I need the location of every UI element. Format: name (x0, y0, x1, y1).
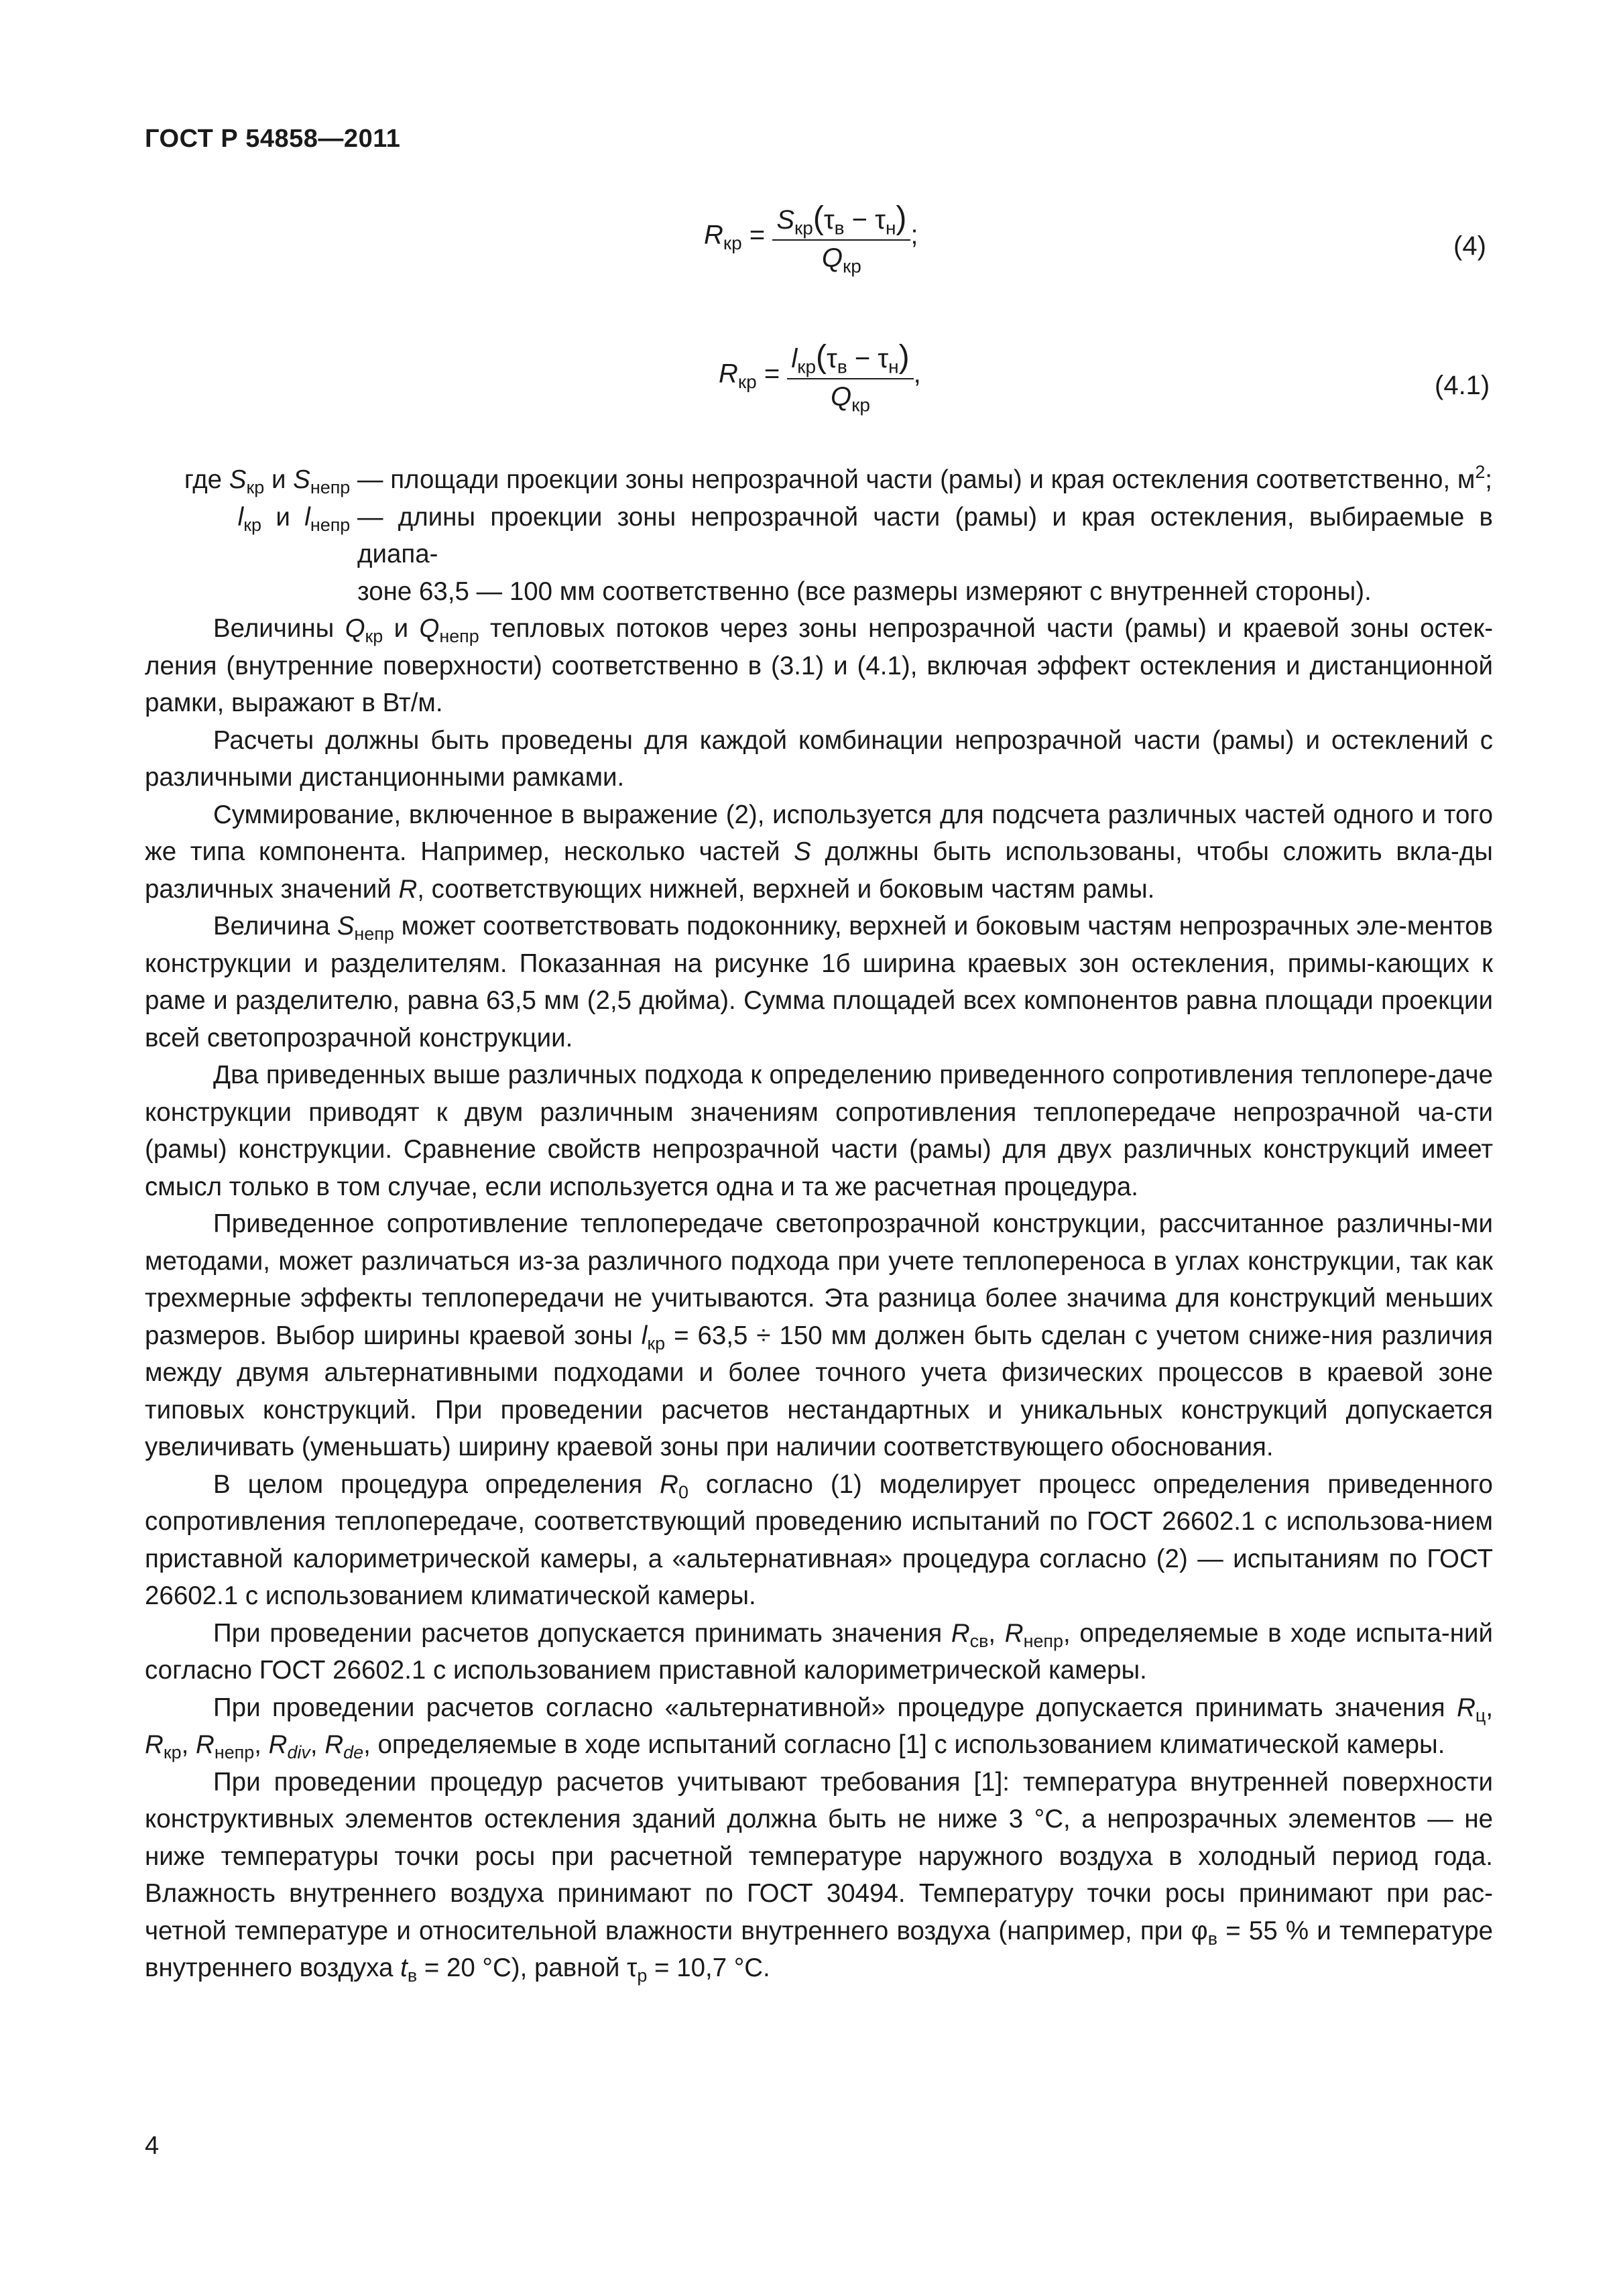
equation-4-1-fraction: $\frac{l_{кр}(\tau_в - \tau_н)}{Q_{кр}}$ (787, 339, 913, 412)
page-number: 4 (145, 2132, 160, 2160)
paragraph-7: В целом процедура определения $R_0$ согласно (1) моделирует процесс определения приведенного сопротивления теплопередаче, соответствующий проведению испытаний по ГОСТ 26602.1 с использова-нием приставной калориметрической камеры, а «альтернативная» процедура согласно (2) — испытаниям по ГОСТ 26602.1 с использованием климатической камеры. (145, 1469, 1493, 1610)
paragraph-9: При проведении расчетов согласно «альтернативной» процедуре допускается принимать значения $R_ц$, $R_{кр}$, $R_{непр}$, $R_{div}$, $R_{de}$, определяемые в ходе испытаний согласно [1] с использованием климатической камеры. (145, 1693, 1494, 1763)
paragraph-5: Два приведенных выше различных подхода к определению приведенного сопротивления теплопере-даче конструкции приводят к двум различным значениям сопротивления теплопередаче непрозрачной ча-сти (рамы) конструкции. Сравнение свойств непрозрачной части (рамы) для двух различных конструкций имеет смысл только в том случае, если используется одна и та же расчетная процедура. (145, 1061, 1493, 1201)
equation-4-1-lhs: R (719, 359, 738, 389)
paragraph-8: При проведении расчетов допускается принимать значения $R_{св}$, $R_{непр}$, определяемые в ходе испыта-ний согласно ГОСТ 26602.1 с использованием приставной калориметрической камеры. (145, 1618, 1494, 1685)
equation-4: $R_{кр}$ = $\frac{S_{кр}(\tau_в - \tau_н)}{Q_{кр}}$ ; (704, 200, 918, 277)
paragraph-4: Величина $S_{непр}$ может соответствовать подоконнику, верхней и боковым частям непрозрачных эле-ментов конструкции и разделителям. Показанная на рисунке 1б ширина краевых зон остекления, примы-кающих к раме и разделителю, равна 63,5 мм (2,5 дюйма). Сумма площадей всех компонентов равна площади проекции всей светопрозрачной конструкции. (145, 912, 1493, 1052)
paragraph-1: Величины $Q_{кр}$ и $Q_{непр}$ тепловых потоков через зоны непрозрачной части (рамы) и краевой зоны остек-ления (внутренние поверхности) соответственно в (3.1) и (4.1), включая эффект остекления и дистанционной рамки, выражают в Вт/м. (145, 614, 1494, 717)
equation-4-1-number: (4.1) (1435, 371, 1490, 400)
equation-4-1: $R_{кр}$ = $\frac{l_{кр}(\tau_в - \tau_н)}{Q_{кр}}$ , (719, 339, 921, 416)
paragraph-2: Расчеты должны быть проведены для каждой комбинации непрозрачной части (рамы) и остеклений с различными дистанционными рамками. (145, 725, 1493, 792)
body-text (145, 461, 1493, 1987)
paragraph-10: При проведении процедур расчетов учитывают требования [1]: температура внутренней поверхности конструктивных элементов остекления зданий должна быть не ниже 3 °С, а непрозрачных элементов — не ниже температуры точки росы при расчетной температуре наружного воздуха в холодный период года. Влажность внутреннего воздуха принимают по ГОСТ 30494. Температуру точки росы принимают при рас-четной температуре и относительной влажности внутреннего воздуха (например, при $\varphi_в = 55$ % и температуре внутреннего воздуха $t_в = 20$ °С), равной $\tau_р = 10,7$ °С. (145, 1767, 1494, 1986)
equation-4-fraction: $\frac{S_{кр}(\tau_в - \tau_н)}{Q_{кр}}$ (772, 200, 910, 274)
document-header: ГОСТ Р 54858—2011 (145, 125, 401, 153)
equation-4-number: (4) (1453, 231, 1486, 261)
equation-4-lhs: R (704, 220, 723, 250)
paragraph-6: Приведенное сопротивление теплопередаче светопрозрачной конструкции, рассчитанное различны-ми методами, может различаться из-за различного подхода при учете теплопереноса в углах конструкции, так как трехмерные эффекты теплопередачи не учитываются. Эта разница более значима для конструкций меньших размеров. Выбор ширины краевой зоны $l_{кр} = 63,5 \div 150$ мм должен быть сделан с учетом сниже-ния различия между двумя альтернативными подходами и более точного учета физических процессов в краевой зоне типовых конструкций. При проведении расчетов нестандартных и уникальных конструкций допускается увеличивать (уменьшать) ширину краевой зоны при наличии соответствующего обоснования. (145, 1209, 1494, 1461)
paragraph-3: Суммирование, включенное в выражение (2), используется для подсчета различных частей одного и того же типа компонента. Например, несколько частей S должны быть использованы, чтобы сложить вкла-ды различных значений R, соответствующих нижней, верхней и боковым частям рамы. (145, 800, 1493, 904)
definitions-block: где $S_{кр}$ и $S_{непр}$ — площади проекции зоны непрозрачной части (рамы) и края остекления соответственно, $м^2$; $l_{кр}$ и $l_{непр}$ — длины проекции зоны непрозрачной части (рамы) и края остекления, выбираемые в диапа- зоне 63,5 — 100 мм соответственно (все размеры измеряют с внутренней стороны). (184, 462, 1493, 606)
